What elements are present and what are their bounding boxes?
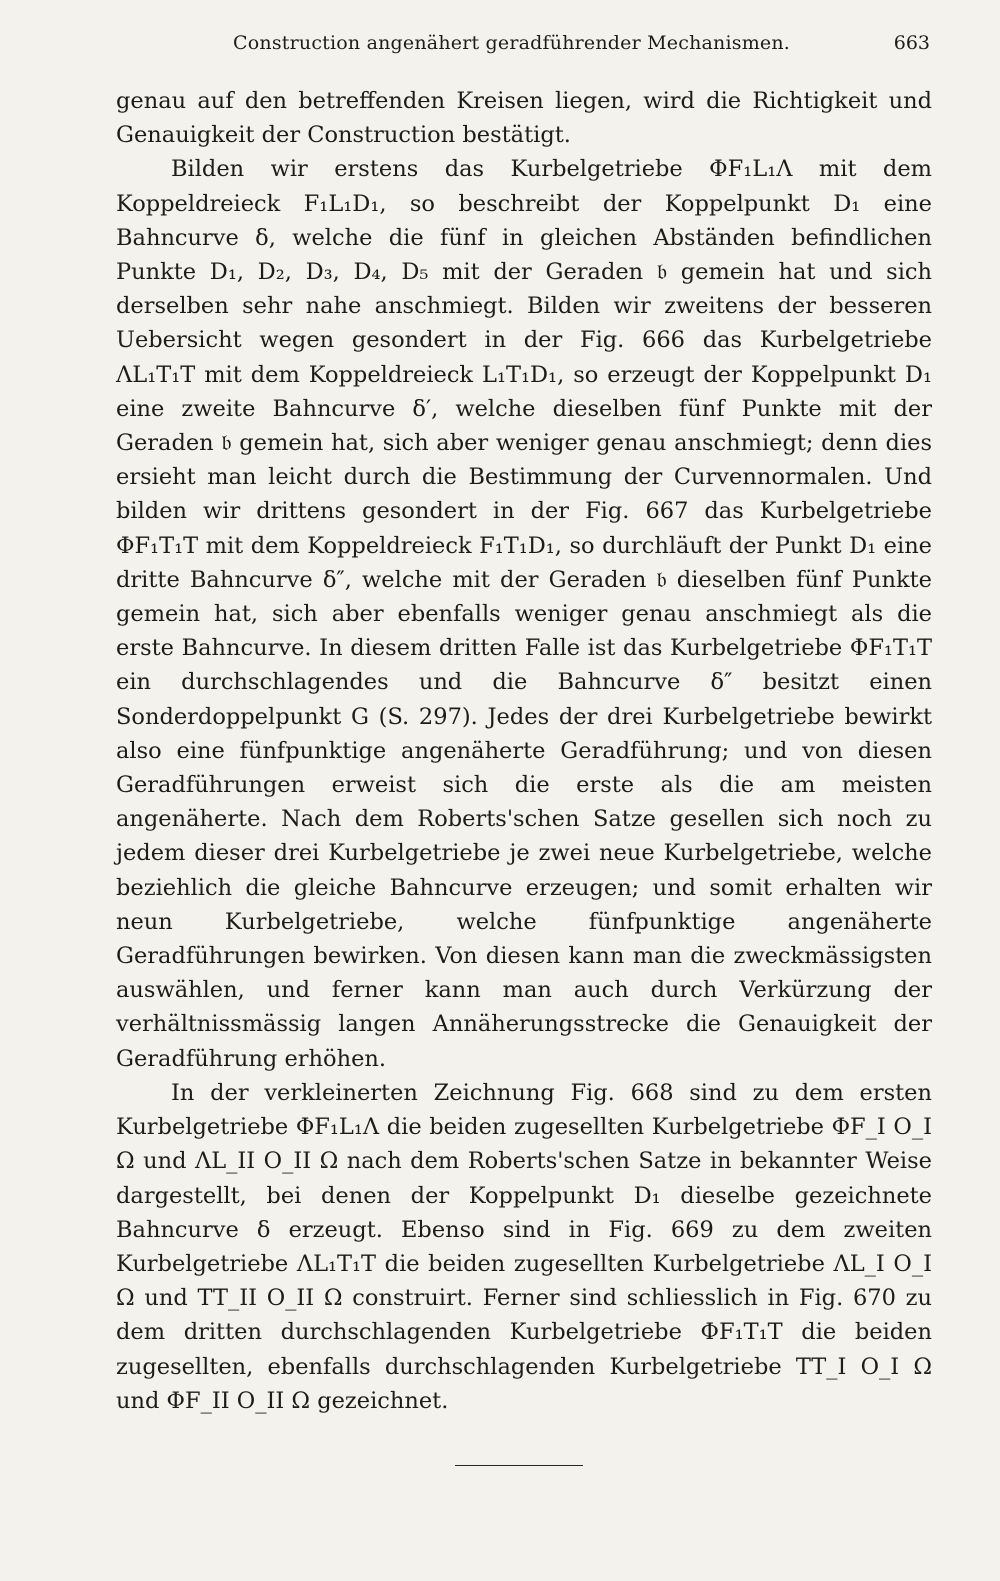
page-body (116, 84, 932, 1418)
paragraph-continuation: genau auf den betreffenden Kreisen liegen, wird die Richtigkeit und Genauigkeit der Construction bestätigt. (116, 88, 932, 149)
header-title: Construction angenähert geradführender Mechanismen. (233, 32, 791, 54)
paragraph-figures: In der verkleinerten Zeichnung Fig. 668 sind zu dem ersten Kurbelgetriebe ΦF₁L₁Λ die beiden zugesellten Kurbelgetriebe ΦF_I O_I Ω und ΛL_II O_II Ω nach dem Roberts'schen Satze in bekannter Weise dargestellt, bei denen der Koppelpunkt D₁ dieselbe gezeichnete Bahncurve δ erzeugt. Ebenso sind in Fig. 669 zu dem zweiten Kurbelgetriebe ΛL₁T₁T die beiden zugesellten Kurbelgetriebe ΛL_I O_I Ω und TT_II O_II Ω construirt. Ferner sind schliesslich in Fig. 670 zu dem dritten durchschlagenden Kurbelgetriebe ΦF₁T₁T die beiden zugesellten, ebenfalls durchschlagenden Kurbelgetriebe TT_I O_I Ω und ΦF_II O_II Ω gezeichnet. (116, 1079, 932, 1414)
page-number: 663 (893, 32, 930, 54)
paragraph-kurbelgetriebe: Bilden wir erstens das Kurbelgetriebe ΦF₁L₁Λ mit dem Koppeldreieck F₁L₁D₁, so beschreibt der Koppelpunkt D₁ eine Bahncurve δ, welche die fünf in gleichen Abständen befindlichen Punkte D₁, D₂, D₃, D₄, D₅ mit der Geraden 𝔟 gemein hat und sich derselben sehr nahe anschmiegt. Bilden wir zweitens der besseren Uebersicht wegen gesondert in der Fig. 666 das Kurbelgetriebe ΛL₁T₁T mit dem Koppeldreieck L₁T₁D₁, so erzeugt der Koppelpunkt D₁ eine zweite Bahncurve δ′, welche dieselben fünf Punkte mit der Geraden 𝔟 gemein hat, sich aber weniger genau anschmiegt; denn dies ersieht man leicht durch die Bestimmung der Curvennormalen. Und bilden wir drittens gesondert in der Fig. 667 das Kurbelgetriebe ΦF₁T₁T mit dem Koppeldreieck F₁T₁D₁, so durchläuft der Punkt D₁ eine dritte Bahncurve δ″, welche mit der Geraden 𝔟 dieselben fünf Punkte gemein hat, sich aber ebenfalls weniger genau anschmiegt als die erste Bahncurve. In diesem dritten Falle ist das Kurbelgetriebe ΦF₁T₁T ein durchschlagendes und die Bahncurve δ″ besitzt einen Sonderdoppelpunkt G (S. 297). Jedes der drei Kurbelgetriebe bewirkt also eine fünfpunktige angenäherte Geradführung; und von diesen Geradführungen erweist sich die erste als die am meisten angenäherte. Nach dem Roberts'schen Satze gesellen sich noch zu jedem dieser drei Kurbelgetriebe je zwei neue Kurbelgetriebe, welche beziehlich die gleiche Bahncurve erzeugen; und somit erhalten wir neun Kurbelgetriebe, welche fünfpunktige angenäherte Geradführungen bewirken. Von diesen kann man die zweckmässigsten auswählen, und ferner kann man auch durch Verkürzung der verhältnissmässig langen Annäherungsstrecke die Genauigkeit der Geradführung erhöhen. (116, 156, 932, 1072)
closing-rule (455, 1465, 583, 1466)
running-header (225, 30, 930, 62)
